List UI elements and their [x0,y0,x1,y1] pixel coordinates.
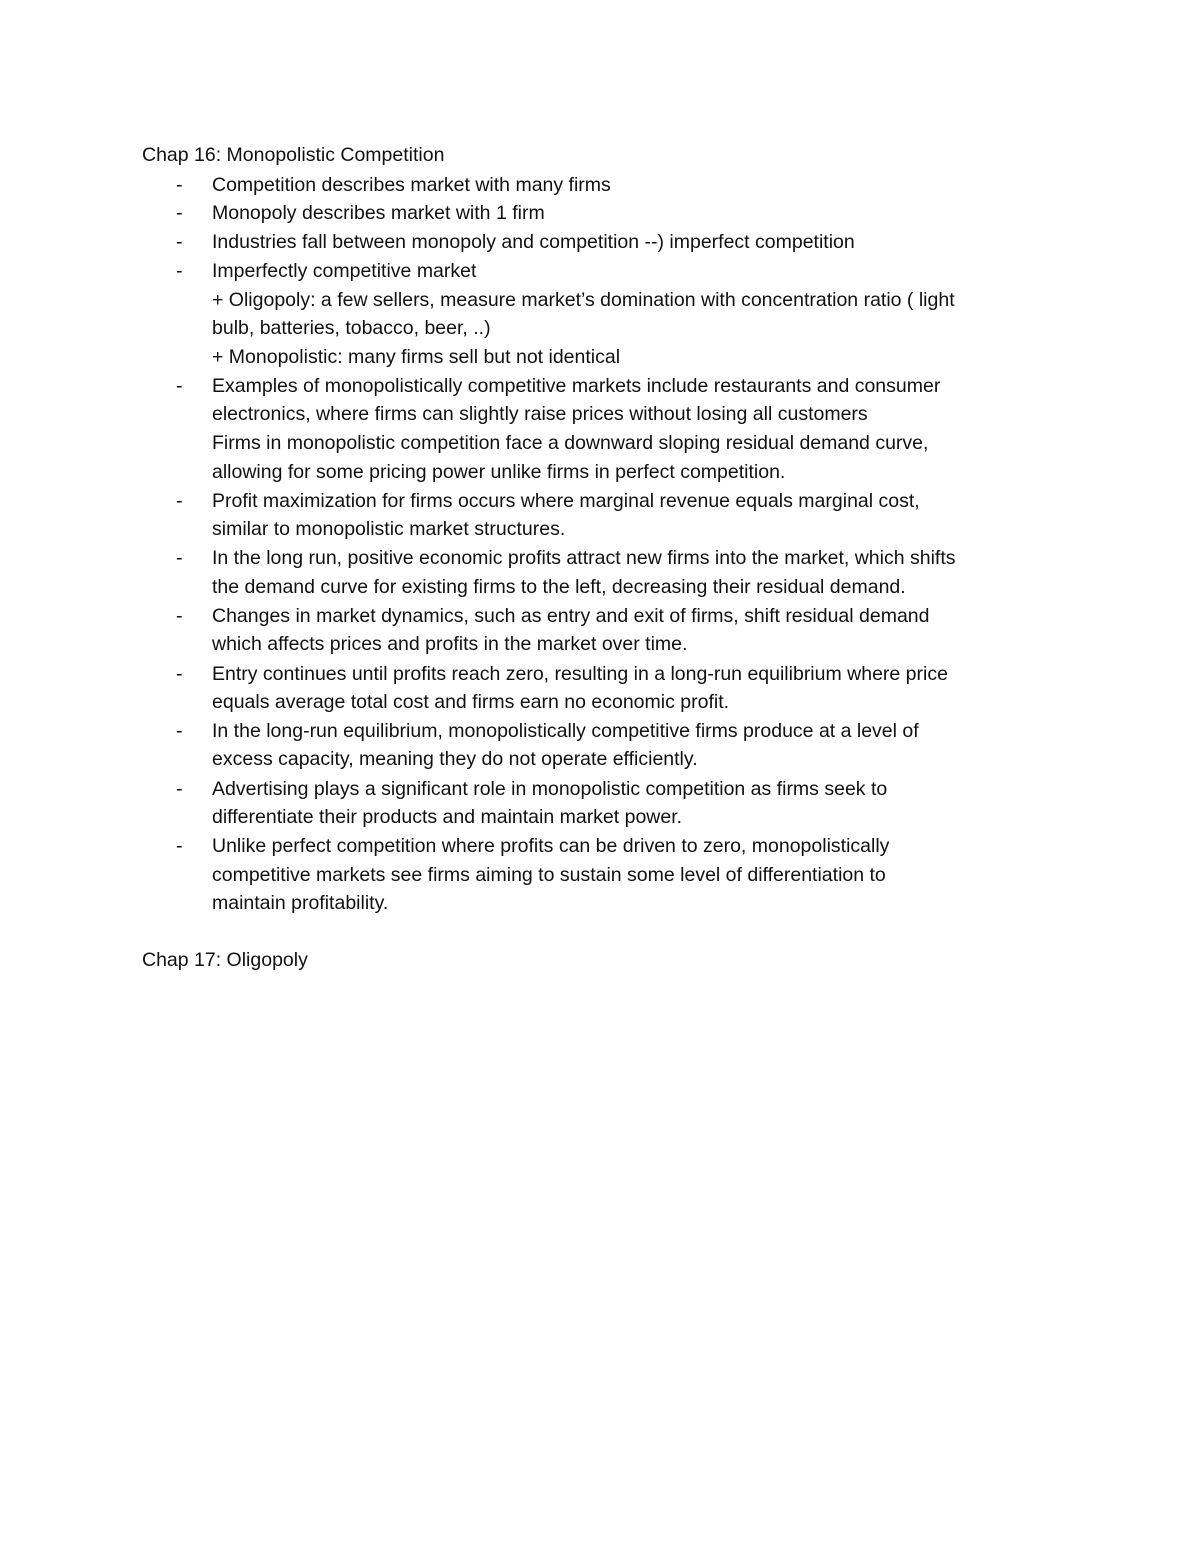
bullet-dash: - [176,720,183,742]
bullet-text: Profit maximization for firms occurs where marginal revenue equals marginal cost, [212,490,920,512]
sub-item-text: bulb, batteries, tobacco, beer, ..) [212,317,491,339]
bullet-text: similar to monopolistic market structures. [212,518,566,540]
bullet-text: Competition describes market with many firms [212,174,611,196]
sub-item-text: + Monopolistic: many firms sell but not identical [212,346,621,368]
bullet-dash: - [176,202,183,224]
bullet-text: excess capacity, meaning they do not operate efficiently. [212,748,698,770]
bullet-dash: - [176,778,183,800]
bullet-text: Unlike perfect competition where profits can be driven to zero, monopolistically [212,835,890,857]
bullet-dash: - [176,174,183,196]
bullet-text: competitive markets see firms aiming to sustain some level of differentiation to [212,864,886,886]
bullet-text: Entry continues until profits reach zero, resulting in a long-run equilibrium where price [212,663,948,685]
bullet-text: maintain profitability. [212,892,389,914]
bullet-text: which affects prices and profits in the market over time. [212,633,688,655]
bullet-dash: - [176,231,183,253]
bullet-dash: - [176,835,183,857]
bullet-text: In the long run, positive economic profits attract new firms into the market, which shifts [212,547,956,569]
bullet-text: Industries fall between monopoly and competition --) imperfect competition [212,231,855,253]
bullet-dash: - [176,663,183,685]
bullet-dash: - [176,490,183,512]
bullet-text: Advertising plays a significant role in monopolistic competition as firms seek to [212,778,888,800]
bullet-text: differentiate their products and maintain market power. [212,806,683,828]
bullet-text: equals average total cost and firms earn no economic profit. [212,691,730,713]
bullet-dash: - [176,375,183,397]
sub-item-text: + Oligopoly: a few sellers, measure market’s domination with concentration ratio ( light [212,289,955,311]
bullet-text: Examples of monopolistically competitive markets include restaurants and consumer [212,375,941,397]
bullet-dash: - [176,547,183,569]
bullet-text: allowing for some pricing power unlike firms in perfect competition. [212,461,786,483]
bullet-text: Imperfectly competitive market [212,260,477,282]
chapter-17-heading: Chap 17: Oligopoly [142,949,308,971]
bullet-text: Changes in market dynamics, such as entry and exit of firms, shift residual demand [212,605,930,627]
bullet-text: electronics, where firms can slightly raise prices without losing all customers [212,403,868,425]
bullet-dash: - [176,605,183,627]
chapter-16-heading: Chap 16: Monopolistic Competition [142,144,445,166]
bullet-text: Firms in monopolistic competition face a downward sloping residual demand curve, [212,432,929,454]
bullet-text: Monopoly describes market with 1 firm [212,202,545,224]
bullet-text: the demand curve for existing firms to the left, decreasing their residual demand. [212,576,906,598]
bullet-text: In the long-run equilibrium, monopolistically competitive firms produce at a level of [212,720,919,742]
bullet-dash: - [176,260,183,282]
